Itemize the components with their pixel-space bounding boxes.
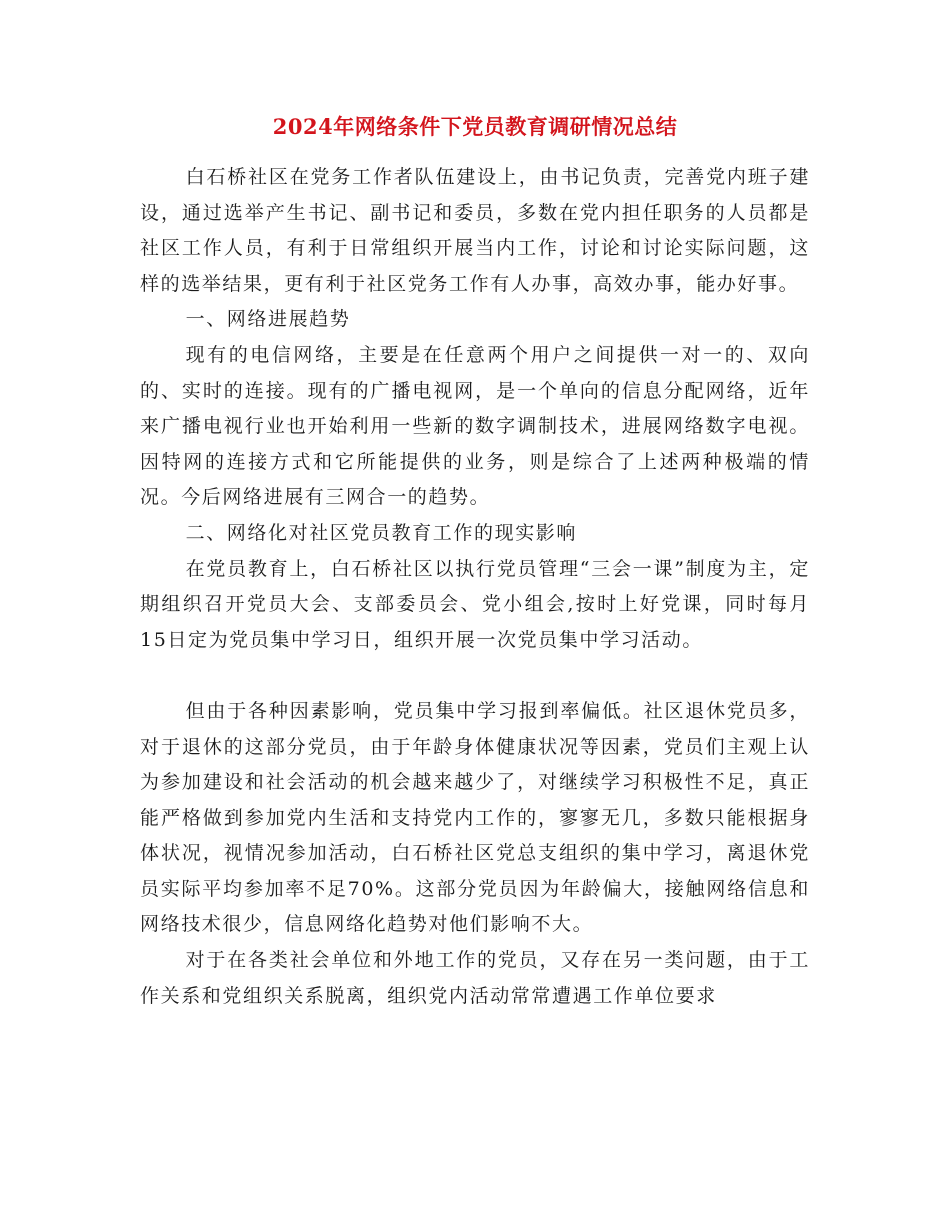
- paragraph-party-team-building: 白石桥社区在党务工作者队伍建设上，由书记负责，完善党内班子建设，通过选举产生书记、副书记和委员，多数在党内担任职务的人员都是社区工作人员，有利于日常组织开展当内工作，讨论和讨论实际问题，这样的选举结果，更有利于社区党务工作有人办事，高效办事，能办好事。: [140, 166, 810, 295]
- document-title: 2024年网络条件下党员教育调研情况总结: [272, 114, 678, 139]
- paragraph-party-education: 在党员教育上，白石桥社区以执行党员管理“三会一课”制度为主，定期组织召开党员大会、支部委员会、党小组会,按时上好党课，同时每月15日定为党员集中学习日，组织开展一次党员集中学习活动。: [140, 557, 810, 651]
- paragraph-attendance-issue: 但由于各种因素影响，党员集中学习报到率偏低。社区退休党员多，对于退休的这部分党员，由于年龄身体健康状况等因素，党员们主观上认为参加建设和社会活动的机会越来越少了，对继续学习积极性不足，真正能严格做到参加党内生活和支持党内工作的，寥寥无几，多数只能根据身体状况，视情况参加活动，白石桥社区党总支组织的集中学习，离退休党员实际平均参加率不足70%。这部分党员因为年龄偏大，接触网络信息和网络技术很少，信息网络化趋势对他们影响不大。: [140, 699, 810, 936]
- paragraph-network-trend: 现有的电信网络，主要是在任意两个用户之间提供一对一的、双向的、实时的连接。现有的广播电视网，是一个单向的信息分配网络，近年来广播电视行业也开始利用一些新的数字调制技术，进展网络数字电视。因特网的连接方式和它所能提供的业务，则是综合了上述两种极端的情况。今后网络进展有三网合一的趋势。: [140, 343, 810, 509]
- section-heading-network-trend: 一、网络进展趋势: [185, 308, 351, 331]
- section-heading-network-impact: 二、网络化对社区党员教育工作的现实影响: [185, 521, 577, 544]
- paragraph-spacer: [140, 658, 810, 694]
- document-body: [140, 160, 810, 1014]
- paragraph-working-members: 对于在各类社会单位和外地工作的党员，又存在另一类问题，由于工作关系和党组织关系脱离，组织党内活动常常遭遇工作单位要求: [140, 949, 810, 1007]
